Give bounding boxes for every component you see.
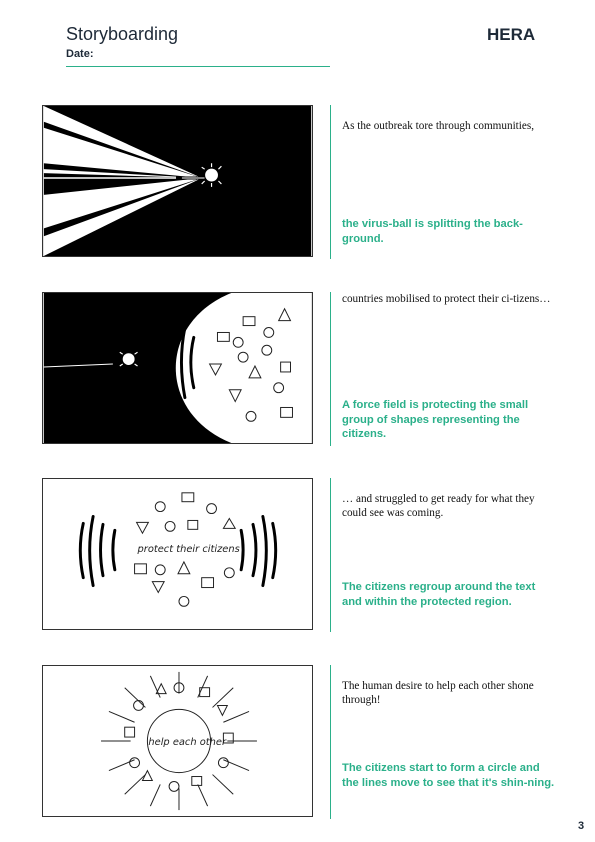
sketch-frame-1 [42,105,313,257]
narration-1: As the outbreak tore through communities, [342,120,535,132]
citizens-regroup-sketch [43,479,312,629]
sketch-frame-3 [42,478,313,630]
sketch-frame-4 [42,665,313,817]
force-field-sketch [43,293,312,443]
panel-divider-4 [330,665,331,819]
sketch-handwritten-text: help each other [148,736,227,748]
panel-divider-1 [330,105,331,259]
panel-divider-2 [330,292,331,446]
direction-note-2: A force field is protecting the small group of shapes representing the citizens. [342,399,529,441]
date-label: Date: [66,48,94,60]
page-number: 3 [578,820,585,832]
narration-2: countries mobilised to protect their ci-tizens… [342,293,551,305]
panel-divider-3 [330,478,331,632]
sketch-frame-2 [42,292,313,444]
header-underline [66,66,330,67]
brand-label: HERA [487,25,536,44]
page-title: Storyboarding [66,24,179,44]
direction-note-1: the virus-ball is splitting the back-ground. [342,218,523,245]
narration-3: … and struggled to get ready for what they could see was coming. [342,493,535,519]
sketch-handwritten-text: protect their citizens [137,544,240,556]
narration-4: The human desire to help each other shone through! [342,680,534,706]
direction-note-4: The citizens start to form a circle and the lines move to see that it's shin-ning. [342,762,555,789]
direction-note-3: The citizens regroup around the text and within the protected region. [342,581,536,608]
help-each-other-sketch [43,666,312,816]
virus-splitting-background-sketch [43,106,312,256]
